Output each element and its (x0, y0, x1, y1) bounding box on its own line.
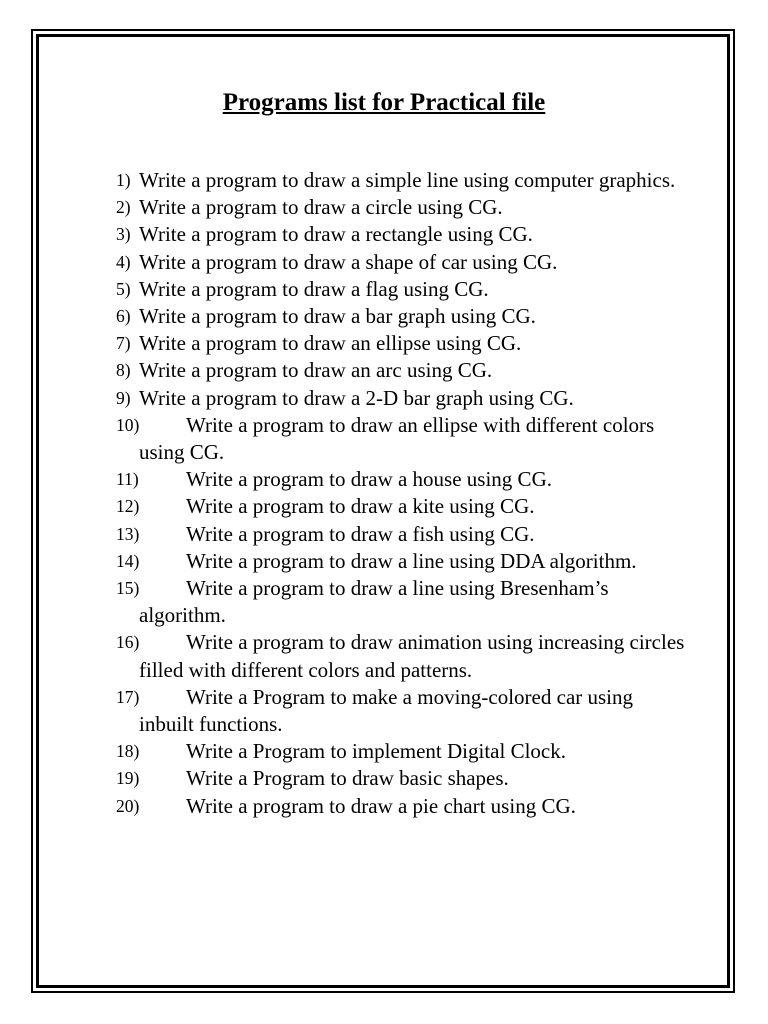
program-item (116, 765, 686, 792)
item-text: Write a program to draw a flag using CG. (139, 276, 489, 301)
program-item (116, 249, 686, 276)
item-number: 15) (116, 578, 140, 599)
program-item (116, 548, 686, 575)
item-number: 3) (116, 224, 131, 245)
item-number: 8) (116, 360, 131, 381)
item-text: Write a program to draw a 2-D bar graph using CG. (139, 385, 574, 410)
program-item (116, 629, 686, 683)
item-number: 5) (116, 278, 131, 299)
program-item (116, 385, 686, 412)
item-text: Write a Program to implement Digital Clock. (186, 739, 566, 764)
item-text: Write a program to draw an ellipse using CG. (139, 331, 522, 356)
item-text: Write a program to draw a kite using CG. (186, 494, 535, 519)
program-item (116, 221, 686, 248)
item-number: 19) (116, 768, 140, 789)
program-list (116, 167, 686, 820)
program-item (116, 167, 686, 194)
program-item (116, 276, 686, 303)
program-item (116, 194, 686, 221)
program-item (116, 412, 686, 466)
program-item (116, 793, 686, 820)
item-number: 17) (116, 686, 140, 707)
item-text: Write a Program to make a moving-colored car using inbuilt functions. (139, 684, 634, 737)
item-text: Write a program to draw an ellipse with different colors using CG. (139, 412, 655, 465)
item-text: Write a program to draw an arc using CG. (139, 358, 493, 383)
item-number: 18) (116, 741, 140, 762)
item-number: 7) (116, 333, 131, 354)
item-text: Write a program to draw a bar graph using CG. (139, 304, 536, 329)
item-text: Write a program to draw a circle using CG. (139, 195, 503, 220)
item-text: Write a Program to draw basic shapes. (186, 766, 509, 791)
item-text: Write a program to draw a simple line using computer graphics. (139, 168, 676, 192)
item-number: 10) (116, 414, 140, 435)
program-item (116, 466, 686, 493)
item-number: 4) (116, 251, 131, 272)
item-text: Write a program to draw a fish using CG. (186, 521, 535, 546)
item-number: 13) (116, 523, 140, 544)
program-item (116, 684, 686, 738)
program-item (116, 575, 686, 629)
item-number: 1) (116, 170, 131, 190)
item-number: 20) (116, 795, 140, 816)
program-item (116, 493, 686, 520)
program-item (116, 303, 686, 330)
item-number: 16) (116, 632, 140, 653)
item-text: Write a program to draw animation using increasing circles filled with different colors and patterns. (139, 630, 685, 682)
item-number: 14) (116, 550, 140, 571)
program-item (116, 330, 686, 357)
document-title: Programs list for Practical file (222, 89, 546, 116)
item-number: 11) (116, 469, 139, 490)
item-text: Write a program to draw a pie chart using CG. (186, 793, 576, 818)
item-text: Write a program to draw a line using DDA algorithm. (186, 548, 637, 573)
program-item (116, 357, 686, 384)
item-number: 9) (116, 387, 131, 408)
item-text: Write a program to draw a rectangle using CG. (139, 222, 533, 247)
item-number: 12) (116, 496, 140, 517)
program-item (116, 521, 686, 548)
item-text: Write a program to draw a line using Bresenham’s algorithm. (139, 576, 609, 628)
item-number: 2) (116, 197, 131, 218)
program-item (116, 738, 686, 765)
item-text: Write a program to draw a house using CG. (186, 467, 552, 492)
item-text: Write a program to draw a shape of car using CG. (139, 249, 558, 274)
item-number: 6) (116, 306, 131, 327)
